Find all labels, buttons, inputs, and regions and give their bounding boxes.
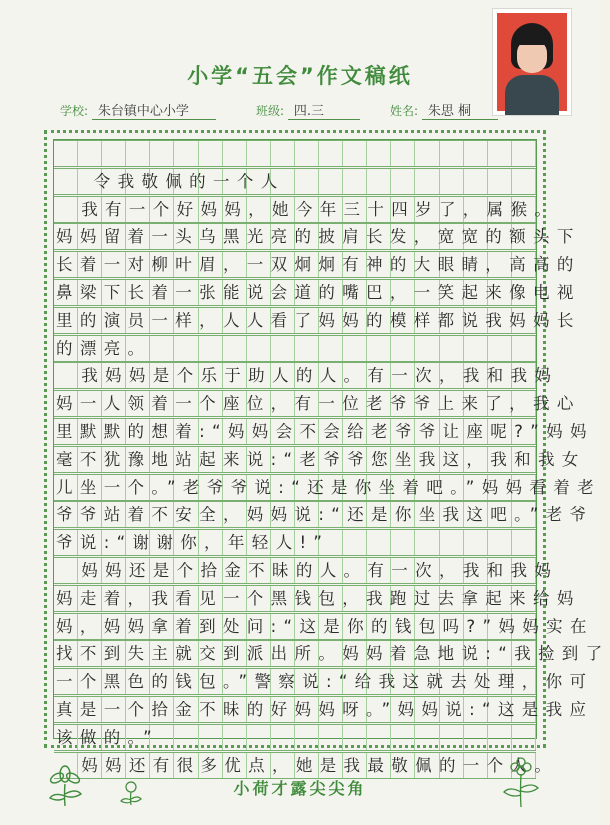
essay-line: 妈走着，我看见一个黑钱包，我跑过去拿起来给妈 [56, 588, 581, 608]
essay-line: 妈，妈妈拿着到处问:“这是你的钱包吗?”妈妈实在 [56, 616, 594, 636]
grid-line [54, 724, 536, 751]
essay-line: 毫不犹豫地站起来说:“老爷爷您坐我这，我和我女 [56, 449, 586, 469]
grid-line [54, 501, 594, 528]
class-field [256, 100, 360, 120]
grid-line [54, 585, 581, 612]
essay-line: 里的演员一样，人人看了妈妈的模样都说我妈妈长 [56, 310, 581, 330]
grid-line [54, 418, 594, 445]
grid-line [54, 362, 559, 389]
name-value: 朱思 桐 [422, 100, 498, 120]
grid-line [54, 196, 559, 223]
grid-line [54, 279, 581, 306]
grid-line [54, 335, 536, 362]
grid-line [54, 696, 594, 723]
writing-grid-inner [53, 139, 610, 775]
essay-line: 一个黑色的钱包。”警察说:“给我这就去处理，你可 [56, 672, 594, 692]
essay-line: 找不到失主就交到派出所。妈妈着急地说:“我捡到了 [56, 644, 610, 664]
essay-line: 妈一人领着一个座位，有一位老爷爷上来了，我心 [56, 394, 581, 414]
footer-slogan: 小荷才露尖尖角 [233, 779, 367, 798]
school-label: 学校: [60, 104, 89, 118]
school-value: 朱台镇中心小学 [92, 100, 216, 120]
name-field [390, 100, 498, 120]
class-label: 班级: [256, 104, 285, 118]
essay-line: 长着一对柳叶眉，一双炯炯有神的大眼睛，高高的 [56, 255, 581, 275]
grid-line [54, 529, 536, 556]
grid-line [54, 613, 594, 640]
photo-bangs [515, 33, 549, 45]
essay-line: 令我敬佩的一个人 [56, 171, 285, 191]
essay-line: 里默默的想着:“妈妈会不会给老爷爷让座呢?”妈妈 [56, 422, 594, 441]
class-value: 四.三 [288, 100, 360, 120]
grid-line [54, 474, 601, 501]
grid-line [54, 752, 559, 779]
grid-line [54, 307, 581, 334]
grid-line [54, 390, 581, 417]
grid-line [54, 223, 581, 250]
grid-line [54, 668, 594, 695]
essay-line: 我有一个好妈妈，她今年三十四岁了，属猴。 [56, 199, 559, 219]
essay-line: 爷爷站着不安全，妈妈说:“还是你坐我这吧。”老爷 [56, 505, 594, 525]
essay-line: 妈妈留着一头乌黑光亮的披肩长发，宽宽的额头下 [56, 227, 581, 247]
essay-line: 妈妈还是个拾金不昧的人。有一次，我和我妈 [56, 561, 559, 580]
writing-grid [44, 130, 610, 775]
page-title: 小学“五会”作文稿纸 [187, 64, 413, 88]
essay-line: 鼻梁下长着一张能说会道的嘴巴，一笑起来像电视 [56, 283, 581, 302]
grid-line [54, 168, 536, 195]
essay-line: 该做的。” [56, 727, 160, 747]
school-field [60, 100, 216, 120]
essay-line [54, 141, 538, 166]
essay-line: 爷说:“谢谢你，年轻人!” [56, 533, 330, 553]
grid-line [54, 446, 586, 473]
essay-line: 真是一个拾金不昧的好妈妈呀。”妈妈说:“这是我应 [56, 700, 594, 719]
essay-line: 儿坐一个。”老爷爷说:“还是你坐着吧。”妈妈看着老 [56, 477, 601, 497]
grid-line [54, 251, 581, 278]
essay-line: 妈妈还有很多优点，她是我最敬佩的一个人。 [56, 755, 559, 775]
essay-line: 的漂亮。 [56, 338, 152, 358]
grid-line [54, 640, 610, 667]
grid-line [54, 140, 536, 167]
essay-line: 我妈妈是个乐于助人的人。有一次，我和我妈 [56, 366, 559, 386]
name-label: 姓名: [390, 104, 419, 118]
grid-line [54, 557, 559, 584]
